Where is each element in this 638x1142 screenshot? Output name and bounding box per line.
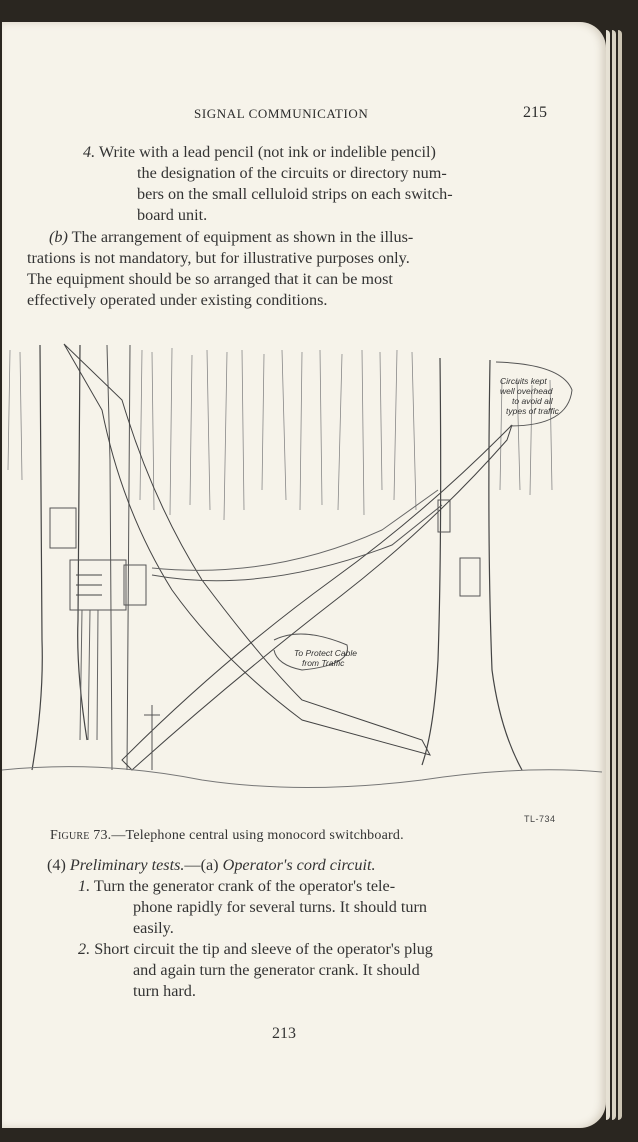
- leaning-pole-2: [122, 425, 512, 770]
- terminal-strip: [438, 500, 450, 532]
- section-4-sub: —(a): [184, 856, 219, 874]
- paragraph-b-label: (b): [49, 228, 68, 246]
- page-edge: [612, 30, 616, 1120]
- section-4: [27, 855, 555, 1002]
- callout-top-line-4: types of traffic: [506, 406, 559, 416]
- paragraph-b-line-2: trations is not mandatory, but for illustrative purposes only.: [27, 249, 410, 267]
- callout-top-line-3: to avoid all: [512, 396, 553, 406]
- test-2-line-2: and again turn the generator crank. It should: [133, 961, 420, 979]
- paragraph-b-line-4: effectively operated under existing conditions.: [27, 291, 328, 309]
- page-edge: [606, 30, 610, 1120]
- page-edge: [618, 30, 622, 1120]
- test-2-number: 2.: [78, 940, 91, 958]
- item-4-line-3: bers on the small celluloid strips on each switch-: [137, 185, 453, 203]
- figure-id: TL-734: [524, 814, 556, 824]
- callout-top-line-2: well overhead: [500, 386, 553, 396]
- item-4-line-4: board unit.: [137, 206, 208, 224]
- left-tree: [32, 345, 87, 770]
- callout-top-line-1: Circuits kept: [500, 376, 547, 386]
- wire: [152, 490, 438, 570]
- junction-box: [460, 558, 480, 596]
- book-page: [2, 22, 606, 1128]
- ground: [2, 767, 602, 788]
- running-title: SIGNAL COMMUNICATION: [194, 106, 369, 121]
- test-1-line-3: easily.: [133, 919, 174, 937]
- leaning-pole-1: [64, 344, 430, 755]
- figure-caption: [50, 828, 404, 844]
- right-tree: [422, 358, 522, 770]
- test-1-line-2: phone rapidly for several turns. It should turn: [133, 898, 428, 916]
- item-4: [27, 142, 555, 226]
- test-1-number: 1.: [78, 877, 91, 895]
- caption-text: —Telephone central using monocord switchboard.: [111, 828, 404, 843]
- section-4-sub-title: Operator's cord circuit.: [222, 856, 376, 874]
- item-4-number: 4.: [83, 143, 96, 161]
- paragraph-b: [27, 227, 555, 311]
- background-trees: [8, 348, 552, 520]
- switchboard-panel: [50, 508, 76, 548]
- ground-stake: [144, 705, 160, 770]
- paragraph-b-line-1: The arrangement of equipment as shown in the illus-: [71, 228, 414, 246]
- paragraph-b-line-3: The equipment should be so arranged that it can be most: [27, 270, 393, 288]
- section-4-title: Preliminary tests.: [69, 856, 185, 874]
- item-4-line-1: Write with a lead pencil (not ink or indelible pencil): [98, 143, 436, 161]
- footer-page-number: 213: [272, 1025, 296, 1042]
- caption-label: Figure 73.: [50, 828, 112, 843]
- header-page-number: 215: [523, 104, 547, 121]
- test-2-line-1: Short circuit the tip and sleeve of the operator's plug: [94, 940, 433, 958]
- callout-mid-line-2: from Traffic: [302, 658, 345, 668]
- item-4-line-2: the designation of the circuits or directory num-: [137, 164, 447, 182]
- test-2-line-3: turn hard.: [133, 982, 196, 1000]
- callout-mid-line-1: To Protect Cable: [294, 648, 357, 658]
- pole: [107, 345, 130, 770]
- telephone-box: [124, 565, 146, 605]
- page-header: [2, 104, 606, 128]
- test-1-line-1: Turn the generator crank of the operator's tele-: [93, 877, 396, 895]
- section-4-number: (4): [47, 856, 66, 874]
- figure-illustration: [2, 340, 606, 818]
